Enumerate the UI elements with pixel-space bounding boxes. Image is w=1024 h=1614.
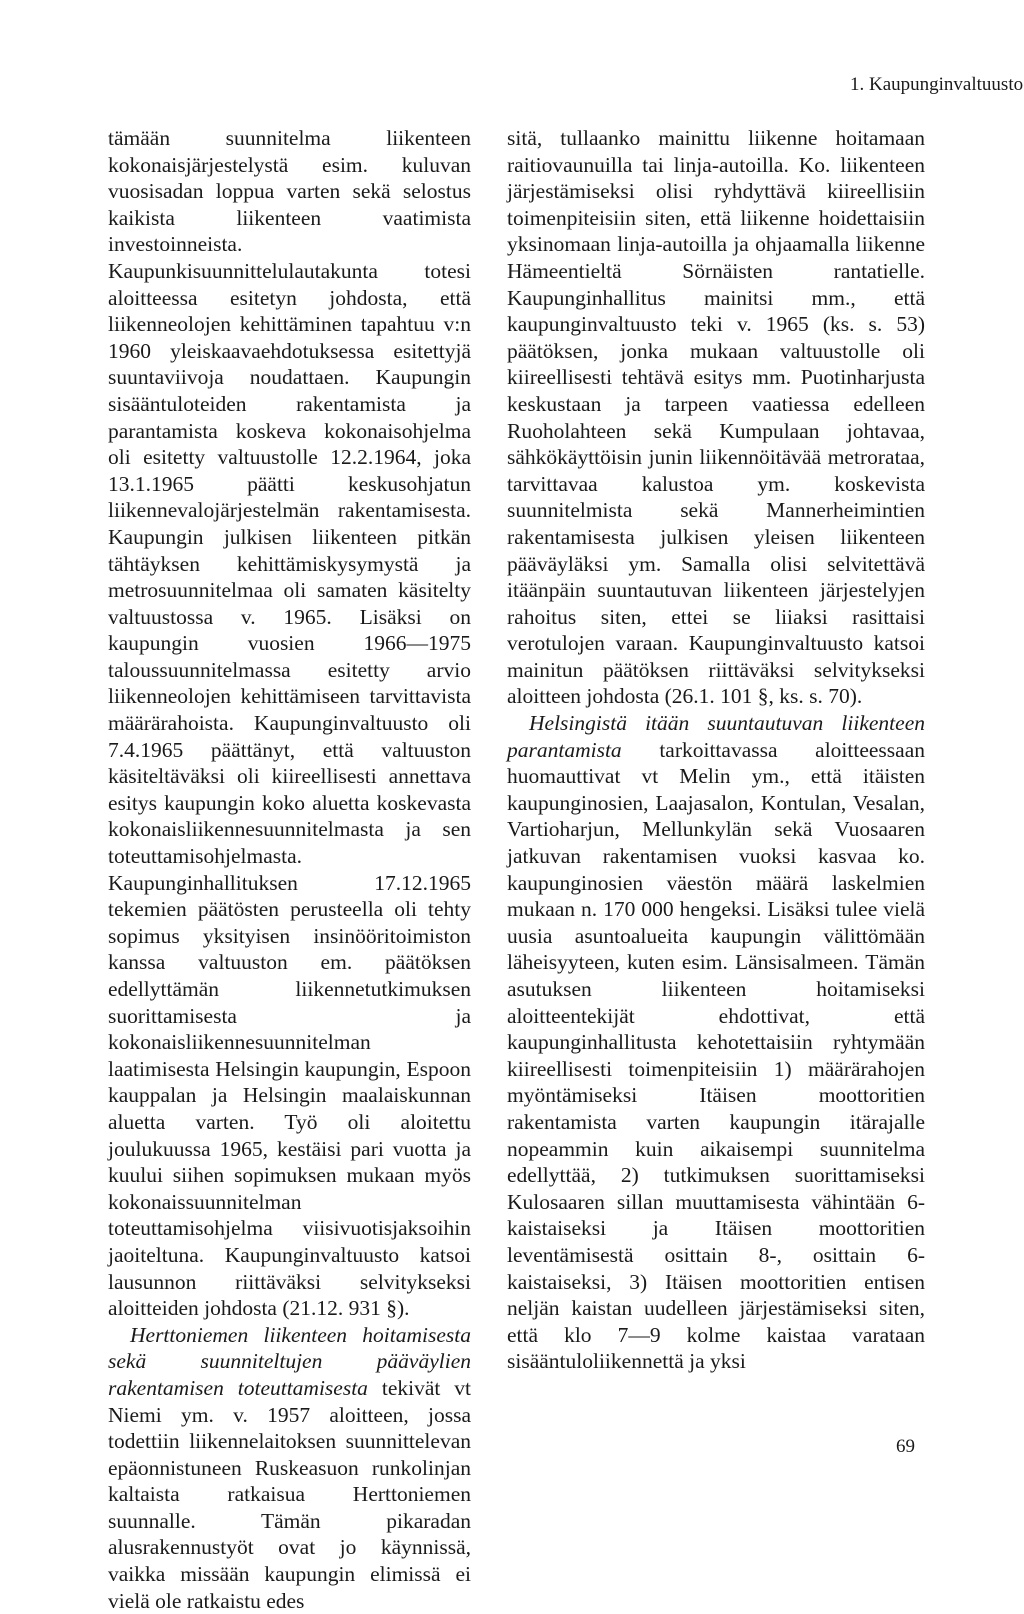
left-column (108, 125, 471, 1614)
running-header: 1. Kaupunginvaltuusto (850, 74, 1024, 95)
right-paragraph-2-body: tarkoittavassa aloitteessaan huomauttivat vt Melin ym., että itäisten kaupunginosien, Laajasalon, Kontulan, Vesalan, Vartioharjun, Mellunkylän sekä Vuosaaren jatkuvan rakentamisen vuoksi kasvaa ko. kaupunginosien väestön määrä laskelmien mukaan n. 170 000 hengeksi. Lisäksi tulee vielä uusia asuntoalueita kaupungin välittömään läheisyyteen, kuten esim. Länsisalmeen. Tämän asutuksen liikenteen hoitamiseksi aloitteentekijät ehdottivat, että kaupunginhallitusta kehotettaisiin ryhtymään kiireellisesti toimenpiteisiin 1) määrärahojen myöntämiseksi Itäisen moottoritien rakentamista varten kaupungin itärajalle nopeammin kuin aikaisempi suunnitelma edellyttää, 2) tutkimuksen suorittamiseksi Kulosaaren sillan muuttamisesta vähintään 6-kaistaiseksi ja Itäisen moottoritien leventämisestä osittain 8-, osittain 6-kaistaiseksi, 3) Itäisen moottoritien entisen neljän kaistan uudelleen järjestämiseksi siten, että klo 7—9 kolme kaistaa varataan sisääntuloliikennettä ja yksi (507, 737, 925, 1374)
left-paragraph-1: tämään suunnitelma liikenteen kokonaisjärjestelystä esim. kuluvan vuosisadan loppua varten sekä selostus kaikista liikenteen vaatimista investoinneista. Kaupunkisuunnittelulautakunta totesi aloitteessa esitetyn johdosta, että liikenneolojen kehittäminen tapahtuu v:n 1960 yleiskaavaehdotuksessa esitettyjä suuntaviivoja noudattaen. Kaupungin sisääntuloteiden rakentamista ja parantamista koskeva kokonaisohjelma oli esitetty valtuustolle 12.2.1964, joka 13.1.1965 päätti keskusohjatun liikennevalojärjestelmän rakentamisesta. Kaupungin julkisen liikenteen pitkän tähtäyksen kehittämiskysymystä ja metrosuunnitelmaa oli samaten käsitelty valtuustossa v. 1965. Lisäksi on kaupungin vuosien 1966—1975 taloussuunnitelmassa esitetty arvio liikenneolojen kehittämiseen tarvittavista määrärahoista. Kaupunginvaltuusto oli 7.4.1965 päättänyt, että valtuuston käsiteltäväksi oli kiireellisesti annettava esitys kaupungin koko aluetta koskevasta kokonaisliikennesuunnitelmasta ja sen toteuttamisohjelmasta. Kaupunginhallituksen 17.12.1965 tekemien päätösten perusteella oli tehty sopimus yksityisen insinööritoimiston kanssa valtuuston em. päätöksen edellyttämän liikennetutkimuksen suorittamisesta ja kokonaisliikennesuunnitelman laatimisesta Helsingin kaupungin, Espoon kauppalan ja Helsingin maalaiskunnan aluetta varten. Työ oli aloitettu joulukuussa 1965, kestäisi pari vuotta ja kuului siihen sopimuksen mukaan myös kokonaissuunnitelman toteuttamisohjelma viisivuotisjaksoihin jaoiteltuna. Kaupunginvaltuusto katsoi lausunnon riittäväksi selvitykseksi aloitteiden johdosta (21.12. 931 §). (108, 126, 471, 1321)
right-paragraph-1: sitä, tullaanko mainittu liikenne hoitamaan raitiovaunuilla tai linja-autoilla. Ko. liikenteen järjestämiseksi olisi ryhdyttävä kiireellisiin toimenpiteisiin siten, että liikenne hoidettaisiin yksinomaan linja-autoilla ja ohjaamalla liikenne Hämeentieltä Sörnäisten rantatielle. Kaupunginhallitus mainitsi mm., että kaupunginvaltuusto teki v. 1965 (ks. s. 53) päätöksen, jonka mukaan valtuustolle oli kiireellisesti tehtävä esitys mm. Puotinharjusta keskustaan ja tarpeen vaatiessa edelleen Ruoholahteen sekä Kumpulaan johtavaa, sähkökäyttöisin junin liikennöitävää metrorataa, tarvittavaa kalustoa ym. koskevista suunnitelmista sekä Mannerheimintien rakentamisesta julkisen yleisen liikenteen pääväyläksi ym. Samalla olisi selvitettävä itäänpäin suuntautuvan liikenteen järjestelyjen rahoitus siten, ettei se liiaksi rasittaisi verotulojen varaan. Kaupunginvaltuusto katsoi mainitun päätöksen riittäväksi selvitykseksi aloitteen johdosta (26.1. 101 §, ks. s. 70). (507, 126, 925, 709)
left-paragraph-2-body: tekivät vt Niemi ym. v. 1957 aloitteen, jossa todettiin liikennelaitoksen suunnittelevan epäonnistuneen Ruskeasuon runkolinjan kaltaista ratkaisua Herttoniemen suunnalle. Tämän pikaradan alusrakennustyöt ovat jo käynnissä, vaikka missään kaupungin elimissä ei vielä ole ratkaistu edes (108, 1375, 471, 1613)
left-paragraph-2 (108, 1322, 471, 1614)
right-paragraph-2-italic-title: Helsingistä itään suuntautuvan liikenteen parantamista (507, 711, 925, 762)
left-paragraph-2-italic-title: Herttoniemen liikenteen hoitamisesta sekä suunniteltujen pääväylien rakentamisen toteuttamisesta (108, 1322, 471, 1400)
right-column (507, 125, 925, 1375)
page-number: 69 (896, 1436, 915, 1457)
right-paragraph-2 (507, 710, 925, 1375)
